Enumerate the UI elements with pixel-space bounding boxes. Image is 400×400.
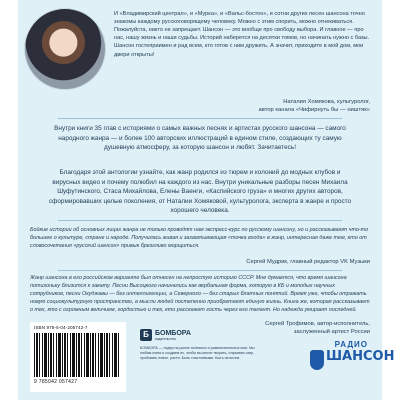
review-quote-2-author-role: заслуженный артист России — [293, 329, 370, 336]
review-quote-2-author: Сергей Трофимов, автор-исполнитель, — [265, 321, 370, 327]
review-quote-1-author: Сергей Мудрик, главный редактор VK Музыки — [246, 259, 370, 265]
divider — [58, 220, 342, 221]
barcode-number: 9 785042 057427 — [34, 379, 78, 385]
isbn-text: ISBN 978-5-04-205742-7 — [34, 325, 88, 330]
divider — [58, 270, 342, 271]
publisher-logo-text-group — [155, 330, 191, 341]
author-name: Наталия Хомякова, культуролог, — [283, 99, 370, 105]
review-quote-2-text: Жанр шансона в его российском варианте был отнесен на непростую историю СССР. Мне думается, что время шансона потихоньку близится к закату. Песни Высоцкого начинались как вербальная форма, которую в КБ и молодых научных сотрудников, песни Окуджавы — без интеллигенции, а Северного — без старых блатных понятий. Время уже, чтобы отражать новую социокультурную пространство, а мысли людей постепенно приобретают единую жизнь. Книга же, которая рассказывает о тех, кто с огромным величием, гордостью и тех, кто расскажет гость через его талант. Но надежда умирает последней. — [30, 275, 370, 314]
author-photo — [24, 8, 106, 90]
radio-chanson-logo — [310, 340, 395, 388]
radio-logo-word: РАДИО — [334, 340, 368, 349]
book-back-cover — [18, 0, 395, 400]
publisher-sub: издательство — [155, 336, 177, 341]
publisher-name: БОМБОРА — [155, 329, 191, 337]
divider — [58, 118, 342, 119]
book-description-paragraph-2: Благодаря этой антологии узнайте, как жанр родился из тюрем и колоний до модных клубов и вирусных видео и почему полюбил на каждого из нас. Внутри уникальные разборы песен Михаила Шуфутинского, Стаса Михайлова, Елены Ваенги, «Каспийского груза» и многих других авторов, сформировавших целые поколения, от Наталии Хомяковой, культуролога, эксперта в жанре и просто хорошего человека. — [48, 169, 352, 215]
radio-logo-main: ШАНСОН — [326, 349, 395, 364]
publisher-logo — [140, 328, 200, 342]
barcode-icon — [34, 333, 120, 377]
book-description-paragraph-1: Внутри книги 35 глав с историями о самых важных песнях и артистах русского шансона — самого народного жанра — и более 100 авторских иллюстраций в едином стиле, создающих ту самую душевную атмосферу, за которую шансон и любят. Зачитаетесь! — [54, 125, 346, 152]
author-role: автор канала «Чифирнуть бы — ништяк» — [258, 107, 370, 114]
author-quote-text: И «Владимирский централ», и «Мурка», и «Вальс-бостон», и сотни других песен шансона точно знакомы каждому русскоговорящему человеку. Можно с этим спорить, можно отнекиваться. Пожалуйста, никто не запрещает. Шансон — это вообще про свободу выбора. И главное — про нас, нашу жизнь и наши судьбы. Историй наберется на десятки томов, но начинать нужно с базы. Шансон гостеприимен и рад всем, кто готов с ним дружить. А значит, приходите в мой дом, мои двери открыты! — [114, 11, 370, 58]
publisher-legal-text: БОМБОРА — лидер на рынке полезных и развлекательных книг. Мы любим книги и создаем их, чтобы вы могли творить, открывать мир, пробовать новое, расти. Быть счастливыми. Быть на волне. — [140, 346, 255, 361]
barcode-box — [30, 322, 126, 392]
author-quote-attribution — [188, 98, 370, 115]
review-quote-1-text: Бойкие истории об основных лицах жанра не только проводят нам экспресс-курс по русскому шансону, но и рассказывают что-то большее о культуре, стране и народе. Получилась живая и захватывающая «точка входа» в жанр, интересная даже тем, кто от словосочетания «русский шансон» привык брезгливо морщиться. — [30, 227, 369, 250]
publisher-logo-mark: Б — [140, 329, 152, 341]
radio-shield-icon — [310, 350, 324, 370]
